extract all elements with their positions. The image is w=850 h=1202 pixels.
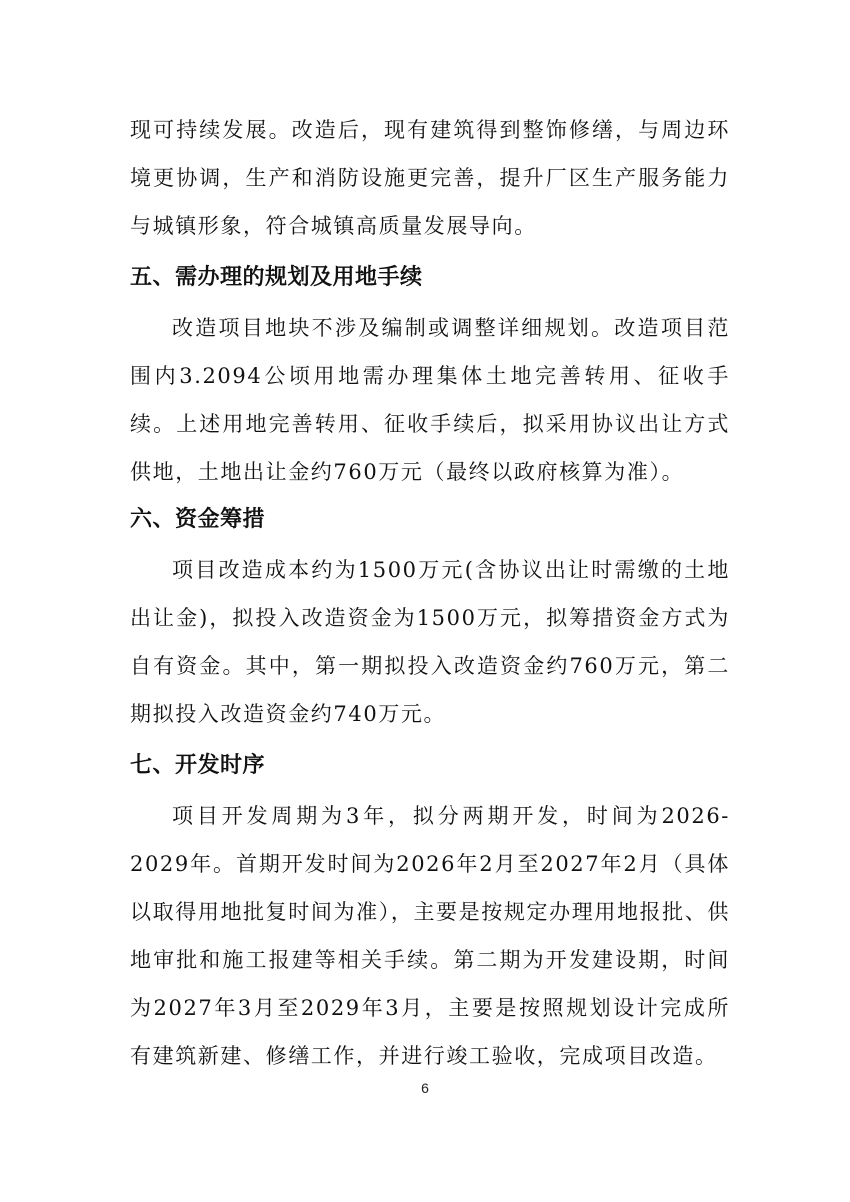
continuation-paragraph: 现可持续发展。改造后，现有建筑得到整饰修缮，与周边环境更协调，生产和消防设施更完善，提升厂区生产服务能力与城镇形象，符合城镇高质量发展导向。: [130, 118, 730, 238]
section-5-paragraph: 改造项目地块不涉及编制或调整详细规划。改造项目范围内3.2094公顷用地需办理集体土地完善转用、征收手续。上述用地完善转用、征收手续后，拟采用协议出让方式供地，土地出让金约760万元（最终以政府核算为准）。: [130, 316, 730, 484]
section-7-paragraph: 项目开发周期为3年，拟分两期开发，时间为2026-2029年。首期开发时间为2026年2月至2027年2月（具体以取得用地批复时间为准），主要是按规定办理用地报批、供地审批和施工报建等相关手续。第二期为开发建设期，时间为2027年3月至2029年3月，主要是按照规划设计完成所有建筑新建、修缮工作，并进行竣工验收，完成项目改造。: [130, 804, 730, 1068]
section-5-body: [130, 304, 730, 496]
section-6-heading: 六、资金筹措: [130, 507, 266, 532]
section-7-body: [130, 792, 730, 1080]
section-7-heading: 七、开发时序: [130, 753, 266, 778]
page-number: 6: [421, 1080, 429, 1096]
section-6-body: [130, 546, 730, 738]
section-5-heading: 五、需办理的规划及用地手续: [130, 265, 423, 290]
continuation-block: [130, 106, 730, 250]
section-6-paragraph: 项目改造成本约为1500万元(含协议出让时需缴的土地出让金)，拟投入改造资金为1500万元，拟筹措资金方式为自有资金。其中，第一期拟投入改造资金约760万元，第二期拟投入改造资金约740万元。: [130, 558, 730, 726]
